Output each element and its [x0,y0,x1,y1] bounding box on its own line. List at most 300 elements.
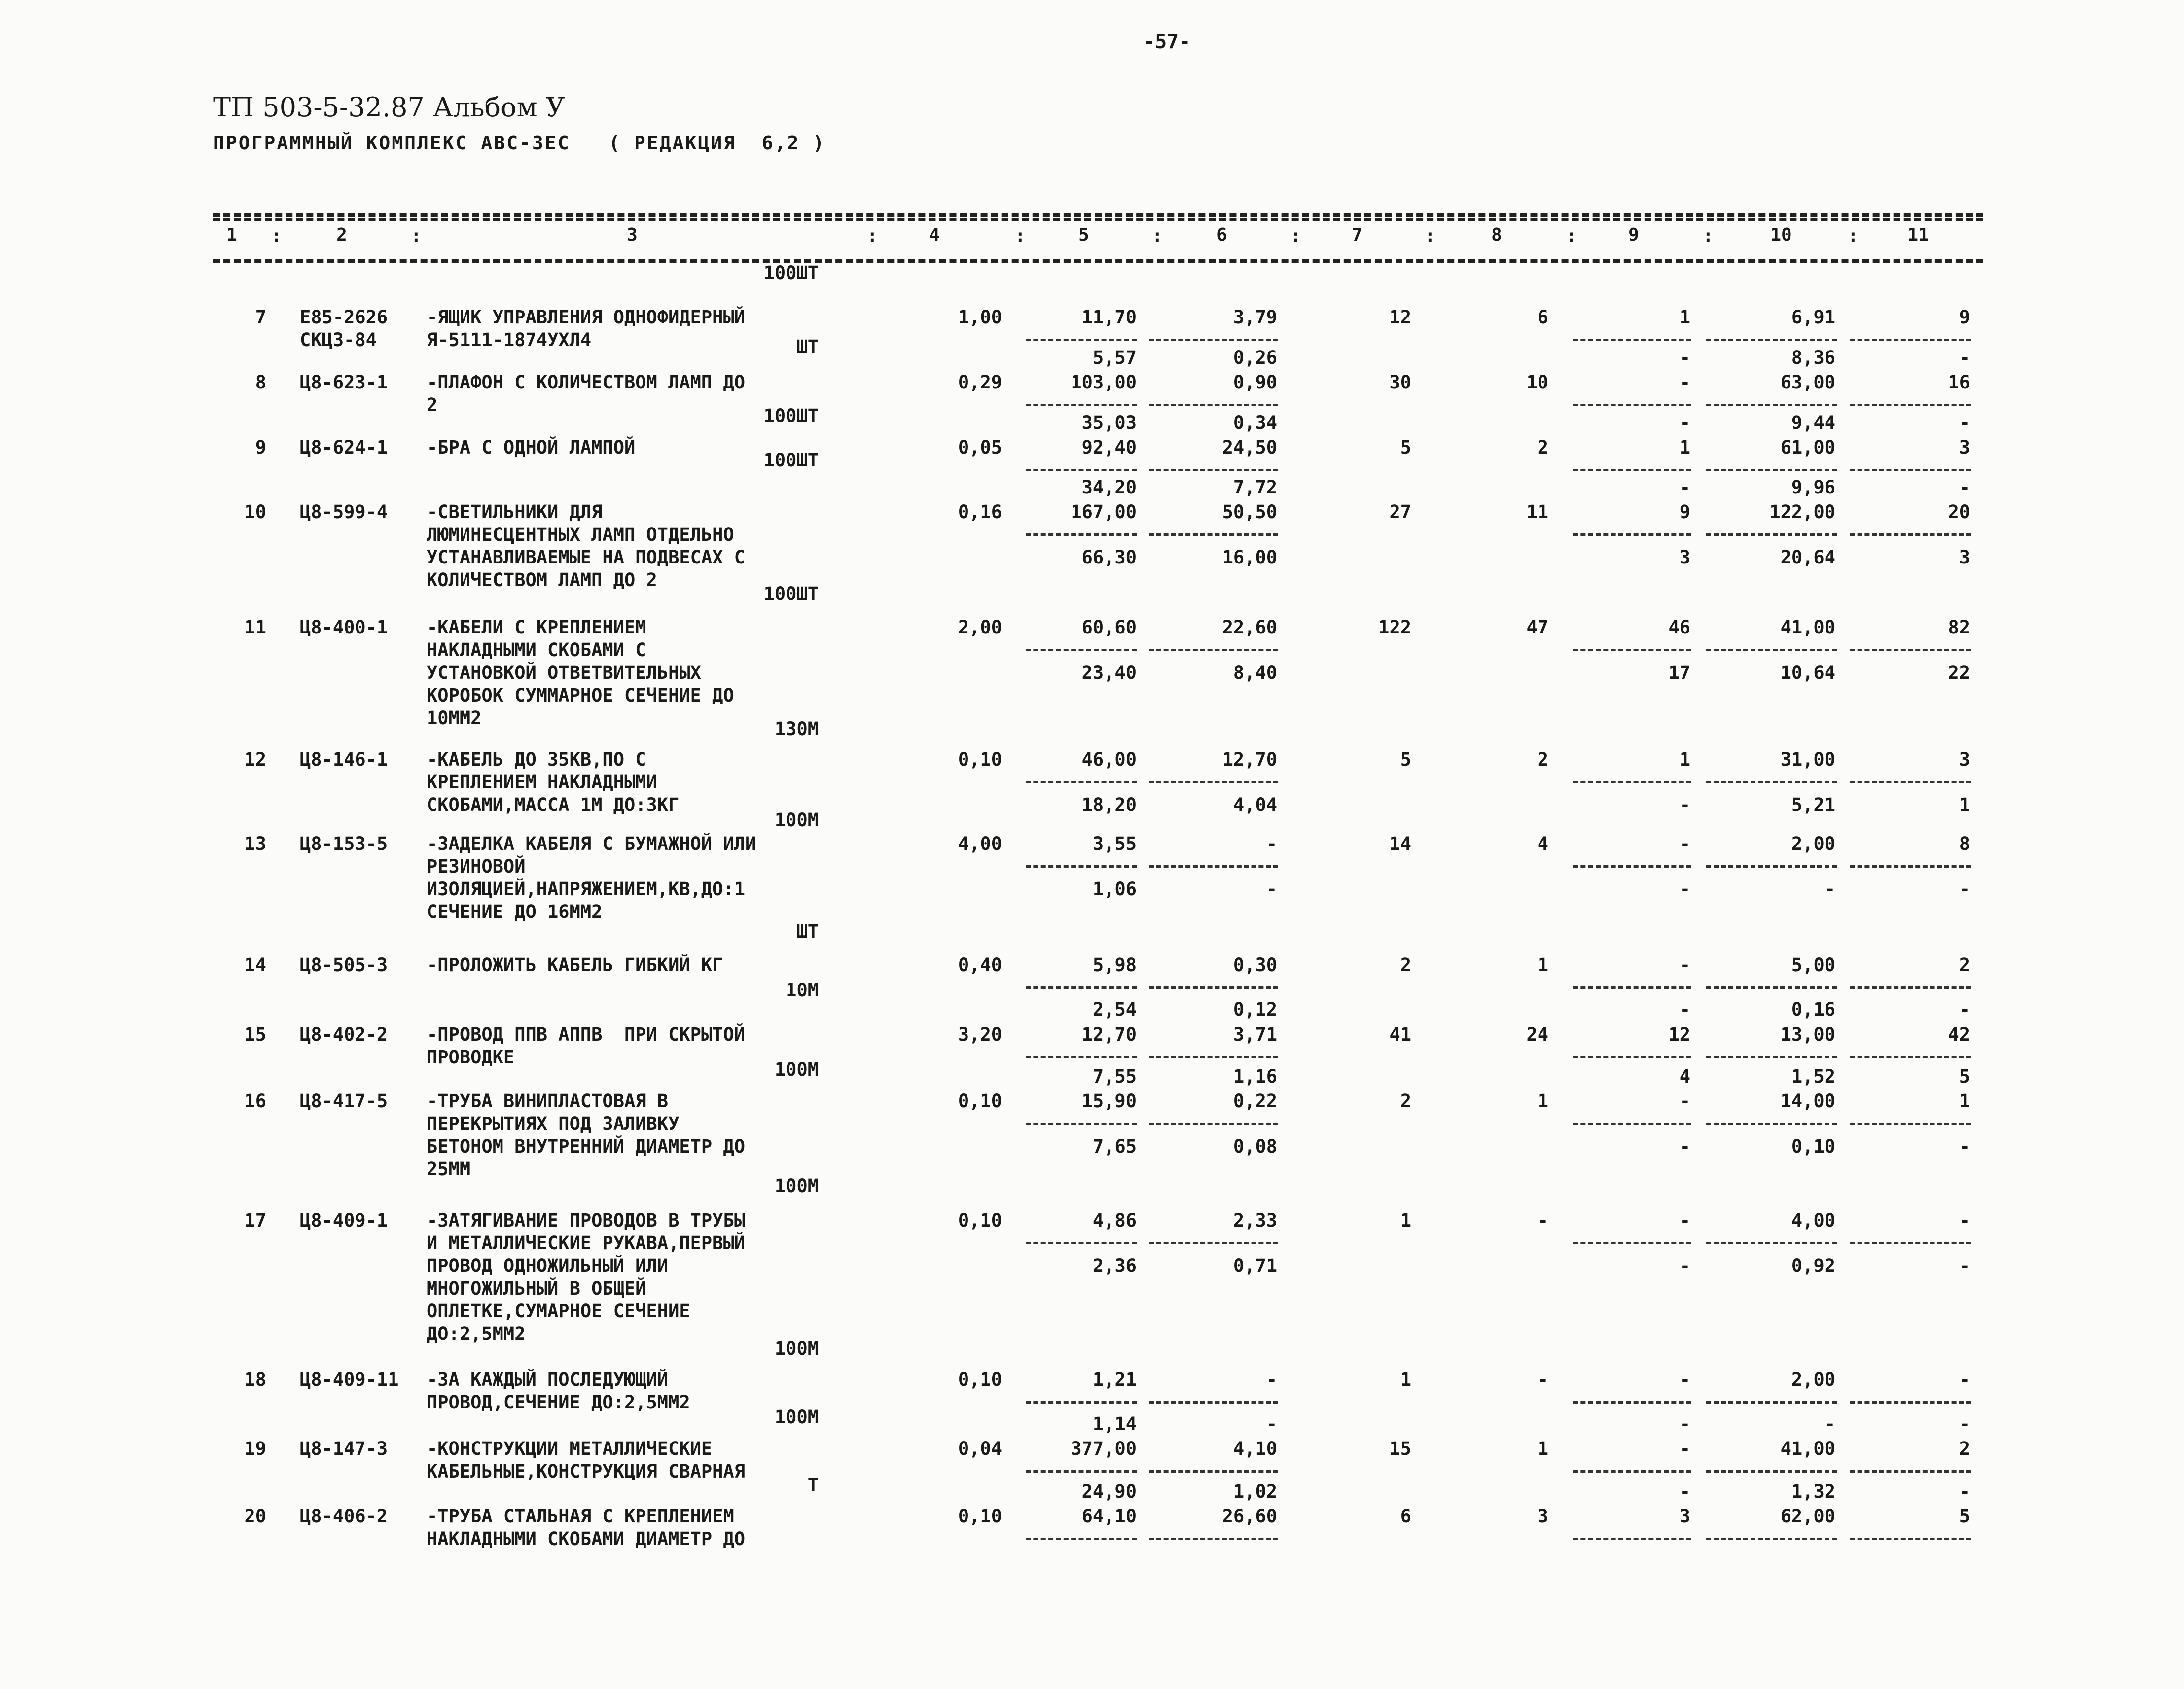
labor-value-c10: 10,64 [1780,662,1835,683]
sub-rule-col6 [1149,1123,1278,1125]
sub-rule-col6 [1149,1401,1278,1404]
work-description-line: 2 [427,394,438,416]
value-c4: 0,10 [958,749,1002,770]
labor-value-c11: - [1959,1136,1970,1157]
unit-of-measure: 100М [774,1059,819,1080]
value-c5: 103,00 [1071,372,1137,393]
value-c10: 2,00 [1791,1369,1835,1390]
labor-value-c6: - [1266,879,1277,900]
value-c9: - [1679,1369,1690,1390]
value-c10: 122,00 [1769,501,1835,523]
sub-rule-col11 [1850,649,1971,651]
sub-rule-col9 [1573,1470,1691,1473]
sub-rule-col6 [1149,865,1278,868]
labor-value-c6: 0,34 [1233,412,1277,433]
sub-rule-col11 [1850,469,1971,471]
value-c11: 1 [1959,1091,1970,1112]
column-separator: : [1152,226,1163,246]
row-number: 7 [255,307,266,328]
labor-value-c9: - [1679,1481,1690,1502]
row-number: 14 [244,954,266,976]
value-c7: 30 [1389,372,1411,393]
row-number: 10 [244,501,266,523]
sub-rule-col11 [1850,339,1971,341]
value-c4: 0,10 [958,1369,1002,1390]
labor-value-c11: 5 [1959,1066,1970,1087]
value-c7: 2 [1400,954,1411,976]
value-c8: 10 [1526,372,1548,393]
value-c11: 5 [1959,1506,1970,1527]
column-separator: : [1425,226,1435,246]
value-c4: 0,40 [958,954,1002,976]
value-c5: 46,00 [1081,749,1137,770]
program-caption: ПРОГРАММНЫЙ КОМПЛЕКС АВС-3ЕС ( РЕДАКЦИЯ 6,2 ) [213,132,826,154]
work-description-line: КОЛИЧЕСТВОМ ЛАМП ДО 2 [427,569,657,591]
unit-of-measure: 100ШТ [763,450,819,471]
sub-rule-col6 [1149,469,1278,471]
value-c8: 1 [1537,1091,1548,1112]
value-c11: 20 [1948,501,1970,523]
sub-rule-col6 [1149,1056,1278,1058]
labor-value-c11: - [1959,1481,1970,1502]
work-description-line: НАКЛАДНЫМИ СКОБАМИ ДИАМЕТР ДО [427,1528,746,1549]
value-c10: 13,00 [1780,1024,1835,1045]
unit-of-measure: 100ШТ [763,405,819,426]
sub-rule-col6 [1149,1470,1278,1473]
value-c7: 15 [1389,1438,1411,1459]
labor-value-c10: 1,52 [1791,1066,1835,1087]
value-c5: 3,55 [1092,833,1137,854]
labor-value-c9: - [1679,1413,1690,1435]
sub-rule-col5 [1026,986,1137,989]
value-c4: 0,10 [958,1210,1002,1231]
sub-rule-col9 [1573,339,1691,341]
work-description-line: 25ММ [427,1159,471,1180]
sub-rule-col11 [1850,1470,1971,1473]
column-separator: : [411,226,422,246]
labor-value-c11: 22 [1948,662,1970,683]
value-c6: 24,50 [1222,437,1277,458]
value-c8: 3 [1537,1506,1548,1527]
labor-value-c9: - [1679,794,1690,815]
labor-value-c6: - [1266,1413,1277,1435]
value-c6: 2,33 [1233,1210,1277,1231]
value-c7: 122 [1378,617,1411,638]
value-c9: 3 [1679,1506,1690,1527]
value-c6: 0,90 [1233,372,1277,393]
labor-value-c9: 17 [1668,662,1690,683]
work-description-line: -ПЛАФОН С КОЛИЧЕСТВОМ ЛАМП ДО [427,372,746,393]
work-description-line: ДО:2,5ММ2 [427,1323,526,1344]
value-c9: - [1679,1210,1690,1231]
value-c10: 5,00 [1791,954,1835,976]
value-c6: 22,60 [1222,617,1277,638]
sub-rule-col5 [1026,1056,1137,1058]
labor-value-c5: 2,36 [1092,1255,1137,1276]
value-c11: - [1959,1369,1970,1390]
labor-value-c9: - [1679,999,1690,1020]
unit-of-measure: ШТ [796,336,819,357]
work-description-line: Я-5111-1874УХЛ4 [427,329,592,351]
work-description-line: НАКЛАДНЫМИ СКОБАМИ С [427,639,646,661]
labor-value-c5: 34,20 [1081,477,1137,498]
row-number: 8 [255,372,266,393]
labor-value-c11: - [1959,412,1970,433]
value-c9: 46 [1668,617,1690,638]
value-c5: 4,86 [1092,1210,1137,1231]
sub-rule-col10 [1706,1401,1837,1404]
work-description-line: КРЕПЛЕНИЕМ НАКЛАДНЫМИ [427,772,657,793]
work-description-line: ПЕРЕКРЫТИЯХ ПОД ЗАЛИВКУ [427,1113,680,1134]
sub-rule-col11 [1850,865,1971,868]
value-c11: 82 [1948,617,1970,638]
value-c11: 3 [1959,749,1970,770]
row-number: 16 [244,1091,266,1112]
table-header-rule [213,259,1983,263]
labor-value-c5: 18,20 [1081,794,1137,815]
sub-rule-col6 [1149,404,1278,406]
value-c7: 2 [1400,1091,1411,1112]
labor-value-c10: 20,64 [1780,547,1835,568]
value-c7: 5 [1400,437,1411,458]
sub-rule-col6 [1149,1242,1278,1244]
sub-rule-col10 [1706,1470,1837,1473]
labor-value-c10: 0,10 [1791,1136,1835,1157]
labor-value-c10: 5,21 [1791,794,1835,815]
value-c6: 26,60 [1222,1506,1277,1527]
work-description-line: РЕЗИНОВОЙ [427,856,526,877]
labor-value-c9: 4 [1679,1066,1690,1087]
column-header-11: 11 [1907,225,1929,245]
row-number: 18 [244,1369,266,1390]
sub-rule-col9 [1573,1401,1691,1404]
value-c6: 0,22 [1233,1091,1277,1112]
value-c4: 0,05 [958,437,1002,458]
labor-value-c5: 1,06 [1092,879,1137,900]
sub-rule-col10 [1706,1123,1837,1125]
work-description-line: КАБЕЛЬНЫЕ,КОНСТРУКЦИЯ СВАРНАЯ [427,1461,746,1482]
labor-value-c5: 7,65 [1092,1136,1137,1157]
labor-value-c6: 0,08 [1233,1136,1277,1157]
column-header-3: 3 [627,225,638,245]
work-description-line: -БРА С ОДНОЙ ЛАМПОЙ [427,437,636,458]
labor-value-c6: 8,40 [1233,662,1277,683]
labor-value-c6: 1,02 [1233,1481,1277,1502]
value-c10: 14,00 [1780,1091,1835,1112]
value-c8: 24 [1526,1024,1548,1045]
value-c10: 63,00 [1780,372,1835,393]
labor-value-c6: 0,26 [1233,347,1277,368]
value-c11: 16 [1948,372,1970,393]
labor-value-c5: 7,55 [1092,1066,1137,1087]
sub-rule-col9 [1573,533,1691,536]
work-description-line: ПРОВОДКЕ [427,1047,515,1068]
work-description-line: УСТАНАВЛИВАЕМЫЕ НА ПОДВЕСАХ С [427,547,746,568]
work-description-line: -СВЕТИЛЬНИКИ ДЛЯ [427,501,603,523]
norm-code: Ц8-505-3 [300,954,388,976]
value-c10: 6,91 [1791,307,1835,328]
document-title: ТП 503-5-32.87 Альбом У [213,92,565,123]
labor-value-c9: - [1679,1255,1690,1276]
work-description-line: -ПРОЛОЖИТЬ КАБЕЛЬ ГИБКИЙ КГ [427,954,723,976]
norm-code: Ц8-409-1 [300,1210,388,1231]
value-c5: 64,10 [1081,1506,1137,1527]
value-c5: 377,00 [1071,1438,1137,1459]
labor-value-c11: - [1959,999,1970,1020]
sub-rule-col10 [1706,649,1837,651]
row-number: 17 [244,1210,266,1231]
column-header-10: 10 [1770,225,1792,245]
sub-rule-col5 [1026,781,1137,783]
sub-rule-col5 [1026,1123,1137,1125]
sub-rule-col10 [1706,1538,1837,1540]
column-separator: : [1566,226,1577,246]
value-c6: 0,30 [1233,954,1277,976]
sub-rule-col9 [1573,404,1691,406]
sub-rule-col9 [1573,1056,1691,1058]
work-description-line: СЕЧЕНИЕ ДО 16ММ2 [427,901,603,922]
unit-of-measure: 100М [774,1175,819,1196]
column-separator: : [1015,226,1026,246]
value-c11: 9 [1959,307,1970,328]
sub-rule-col5 [1026,1401,1137,1404]
value-c10: 62,00 [1780,1506,1835,1527]
labor-value-c10: 9,44 [1791,412,1835,433]
value-c9: - [1679,372,1690,393]
work-description-line: -ЯЩИК УПРАВЛЕНИЯ ОДНОФИДЕРНЫЙ [427,307,746,328]
value-c10: 41,00 [1780,1438,1835,1459]
sub-rule-col9 [1573,781,1691,783]
value-c4: 0,29 [958,372,1002,393]
value-c9: 1 [1679,437,1690,458]
sub-rule-col11 [1850,1242,1971,1244]
work-description-line: -КАБЕЛИ С КРЕПЛЕНИЕМ [427,617,646,638]
column-separator: : [1703,226,1714,246]
work-description-line: БЕТОНОМ ВНУТРЕННИЙ ДИАМЕТР ДО [427,1136,746,1157]
labor-value-c11: 3 [1959,547,1970,568]
value-c11: 42 [1948,1024,1970,1045]
labor-value-c9: - [1679,347,1690,368]
sub-rule-col9 [1573,469,1691,471]
labor-value-c9: - [1679,477,1690,498]
column-separator: : [1290,226,1301,246]
norm-code: Ц8-417-5 [300,1091,388,1112]
labor-value-c10: 8,36 [1791,347,1835,368]
sub-rule-col5 [1026,404,1137,406]
labor-value-c5: 66,30 [1081,547,1137,568]
value-c4: 3,20 [958,1024,1002,1045]
work-description-line: -ТРУБА СТАЛЬНАЯ С КРЕПЛЕНИЕМ [427,1506,734,1527]
unit-of-measure: Т [807,1475,819,1496]
column-header-7: 7 [1352,225,1362,245]
labor-value-c11: - [1959,879,1970,900]
labor-value-c5: 23,40 [1081,662,1137,683]
value-c8: - [1537,1210,1548,1231]
work-description-line: ПРОВОД ОДНОЖИЛЬНЫЙ ИЛИ [427,1255,669,1276]
labor-value-c6: 4,04 [1233,794,1277,815]
sub-rule-col9 [1573,1538,1691,1540]
sub-rule-col9 [1573,1123,1691,1125]
value-c9: 12 [1668,1024,1690,1045]
labor-value-c9: 3 [1679,547,1690,568]
sub-rule-col5 [1026,469,1137,471]
norm-code: Е85-2626 [300,307,388,328]
sub-rule-col10 [1706,781,1837,783]
value-c7: 6 [1400,1506,1411,1527]
value-c4: 1,00 [958,307,1002,328]
work-description-line: УСТАНОВКОЙ ОТВЕТВИТЕЛЬНЫХ [427,662,701,683]
value-c8: 11 [1526,501,1548,523]
value-c6: 4,10 [1233,1438,1277,1459]
value-c8: 1 [1537,1438,1548,1459]
page-number: -57- [1143,31,1191,53]
sub-rule-col6 [1149,1538,1278,1540]
work-description-line: МНОГОЖИЛЬНЫЙ В ОБЩЕЙ [427,1278,646,1299]
value-c11: 2 [1959,1438,1970,1459]
sub-rule-col9 [1573,649,1691,651]
value-c5: 12,70 [1081,1024,1137,1045]
labor-value-c9: - [1679,1136,1690,1157]
value-c8: 6 [1537,307,1548,328]
sub-rule-col11 [1850,1056,1971,1058]
value-c4: 0,10 [958,1091,1002,1112]
sub-rule-col11 [1850,1401,1971,1404]
column-header-6: 6 [1217,225,1227,245]
value-c10: 2,00 [1791,833,1835,854]
sub-rule-col10 [1706,339,1837,341]
work-description-line: -ТРУБА ВИНИПЛАСТОВАЯ В [427,1091,669,1112]
table-top-rule [213,213,1983,217]
sub-rule-col6 [1149,781,1278,783]
labor-value-c6: 16,00 [1222,547,1277,568]
value-c5: 60,60 [1081,617,1137,638]
norm-code: Ц8-402-2 [300,1024,388,1045]
work-description-line: КОРОБОК СУММАРНОЕ СЕЧЕНИЕ ДО [427,685,734,706]
value-c11: 2 [1959,954,1970,976]
work-description-line: ПРОВОД,СЕЧЕНИЕ ДО:2,5ММ2 [427,1392,690,1413]
labor-value-c11: - [1959,1255,1970,1276]
labor-value-c5: 24,90 [1081,1481,1137,1502]
unit-of-measure: 100ШТ [763,583,819,604]
norm-code: Ц8-409-11 [300,1369,399,1390]
row-number: 11 [244,617,266,638]
value-c9: 1 [1679,307,1690,328]
value-c5: 167,00 [1071,501,1137,523]
work-description-line: -ЗАТЯГИВАНИЕ ПРОВОДОВ В ТРУБЫ [427,1210,746,1231]
labor-value-c11: - [1959,1413,1970,1435]
norm-code: Ц8-400-1 [300,617,388,638]
sub-rule-col11 [1850,986,1971,989]
column-header-4: 4 [929,225,940,245]
value-c8: 4 [1537,833,1548,854]
work-description-line: -КАБЕЛЬ ДО 35КВ,ПО С [427,749,646,770]
norm-code: Ц8-147-3 [300,1438,388,1459]
unit-of-measure: 100М [774,809,819,831]
work-description-line: -ЗА КАЖДЫЙ ПОСЛЕДУЮЩИЙ [427,1369,669,1390]
sub-rule-col11 [1850,404,1971,406]
labor-value-c6: 0,71 [1233,1255,1277,1276]
unit-of-measure: 130М [774,718,819,739]
unit-of-measure: 100М [774,1407,819,1428]
value-c10: 41,00 [1780,617,1835,638]
row-number: 20 [244,1506,266,1527]
sub-rule-col9 [1573,1242,1691,1244]
labor-value-c11: - [1959,347,1970,368]
value-c5: 92,40 [1081,437,1137,458]
sub-rule-col5 [1026,1470,1137,1473]
labor-value-c9: - [1679,412,1690,433]
labor-value-c6: 1,16 [1233,1066,1277,1087]
sub-rule-col11 [1850,1123,1971,1125]
column-header-2: 2 [336,225,347,245]
work-description-line: -ПРОВОД ППВ АППВ ПРИ СКРЫТОЙ [427,1024,746,1045]
value-c5: 15,90 [1081,1091,1137,1112]
value-c7: 12 [1389,307,1411,328]
value-c11: 3 [1959,437,1970,458]
value-c4: 4,00 [958,833,1002,854]
work-description-line: ЛЮМИНЕСЦЕНТНЫХ ЛАМП ОТДЕЛЬНО [427,524,734,545]
value-c9: 1 [1679,749,1690,770]
sub-rule-col10 [1706,1242,1837,1244]
unit-of-measure: 10М [786,980,819,1001]
value-c6: - [1266,1369,1277,1390]
unit-of-measure: 100ШТ [763,262,819,283]
value-c7: 1 [1400,1210,1411,1231]
value-c6: 12,70 [1222,749,1277,770]
value-c7: 14 [1389,833,1411,854]
sub-rule-col6 [1149,339,1278,341]
norm-code: Ц8-624-1 [300,437,388,458]
sub-rule-col11 [1850,781,1971,783]
value-c6: - [1266,833,1277,854]
sub-rule-col5 [1026,339,1137,341]
column-header-9: 9 [1628,225,1639,245]
sub-rule-col10 [1706,865,1837,868]
value-c6: 50,50 [1222,501,1277,523]
row-number: 13 [244,833,266,854]
value-c9: 9 [1679,501,1690,523]
value-c9: - [1679,1438,1690,1459]
row-number: 9 [255,437,266,458]
value-c8: 1 [1537,954,1548,976]
value-c7: 41 [1389,1024,1411,1045]
sub-rule-col11 [1850,533,1971,536]
labor-value-c10: 9,96 [1791,477,1835,498]
sub-rule-col10 [1706,533,1837,536]
sub-rule-col5 [1026,533,1137,536]
sub-rule-col9 [1573,986,1691,989]
labor-value-c5: 35,03 [1081,412,1137,433]
value-c9: - [1679,1091,1690,1112]
norm-code: Ц8-146-1 [300,749,388,770]
value-c6: 3,79 [1233,307,1277,328]
work-description-line: 10ММ2 [427,707,482,729]
sub-rule-col10 [1706,404,1837,406]
sub-rule-col11 [1850,1538,1971,1540]
work-description-line: -КОНСТРУКЦИИ МЕТАЛЛИЧЕСКИЕ [427,1438,713,1459]
value-c6: 3,71 [1233,1024,1277,1045]
labor-value-c10: 1,32 [1791,1481,1835,1502]
sub-rule-col5 [1026,1242,1137,1244]
work-description-line: СКОБАМИ,МАССА 1М ДО:3КГ [427,794,680,815]
labor-value-c11: - [1959,477,1970,498]
labor-value-c10: 0,92 [1791,1255,1835,1276]
value-c7: 1 [1400,1369,1411,1390]
value-c5: 5,98 [1092,954,1137,976]
value-c4: 0,04 [958,1438,1002,1459]
column-separator: : [867,226,878,246]
sub-rule-col6 [1149,533,1278,536]
